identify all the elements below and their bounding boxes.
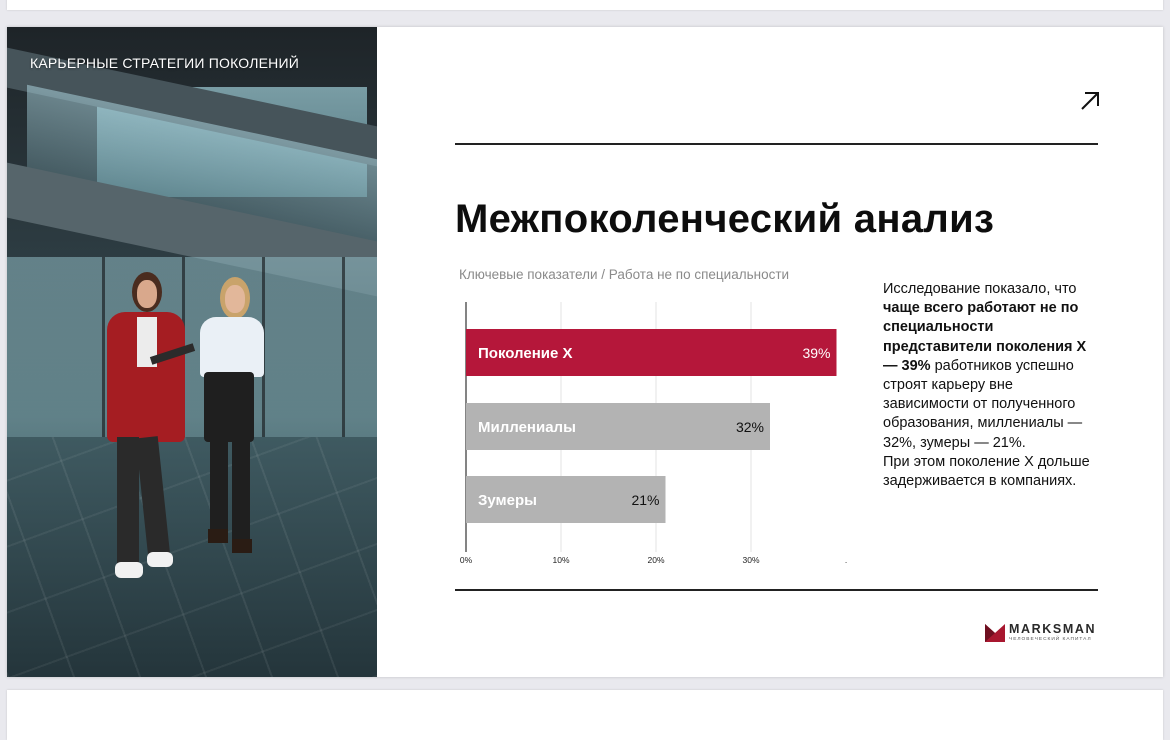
next-slide-edge: [7, 690, 1163, 740]
chart-category-label: Поколение Х: [478, 345, 573, 362]
marksman-logo: [985, 623, 1101, 645]
chart-x-tick-label: 20%: [647, 555, 665, 565]
chart-x-tick-label: .: [844, 555, 848, 565]
chart-category-label: Миллениалы: [478, 419, 576, 436]
summary-text-intro: Исследование показало, что: [883, 281, 1077, 297]
chart-x-tick-label: 30%: [742, 555, 760, 565]
chart-category-label: Зумеры: [478, 492, 537, 509]
logo-wordmark: MARKSMAN: [1009, 622, 1097, 636]
chart-subtitle: Ключевые показатели / Работа не по специальности: [459, 267, 790, 282]
summary-text: [883, 280, 1093, 491]
previous-slide-edge: [7, 0, 1163, 10]
chart-x-tick-label: 0%: [459, 555, 473, 565]
chart-x-tick-label: 10%: [552, 555, 570, 565]
logo-tagline: ЧЕЛОВЕЧЕСКИЙ КАПИТАЛ: [1009, 637, 1092, 642]
chart-value-label: 39%: [802, 345, 831, 361]
marksman-logo-mark-icon: [985, 624, 1005, 642]
photo-caption: КАРЬЕРНЫЕ СТРАТЕГИИ ПОКОЛЕНИЙ: [30, 55, 299, 71]
chart-value-label: 21%: [631, 492, 660, 508]
chart-value-label: 32%: [735, 419, 764, 435]
bottom-divider: [455, 589, 1098, 591]
summary-text-body: работников успешно строят карьеру вне зависимости от полученного образования, миллениалы — 32%, зумеры — 21%.: [883, 357, 1083, 451]
summary-text-highlight: чаще всего работают не по специальности представители поколения Х — 39%: [883, 300, 1087, 374]
slide-title: Межпоколенческий анализ: [455, 197, 995, 241]
slide: [7, 27, 1163, 677]
summary-text-conclusion: При этом поколение Х дольше задерживается в компаниях.: [883, 453, 1090, 490]
